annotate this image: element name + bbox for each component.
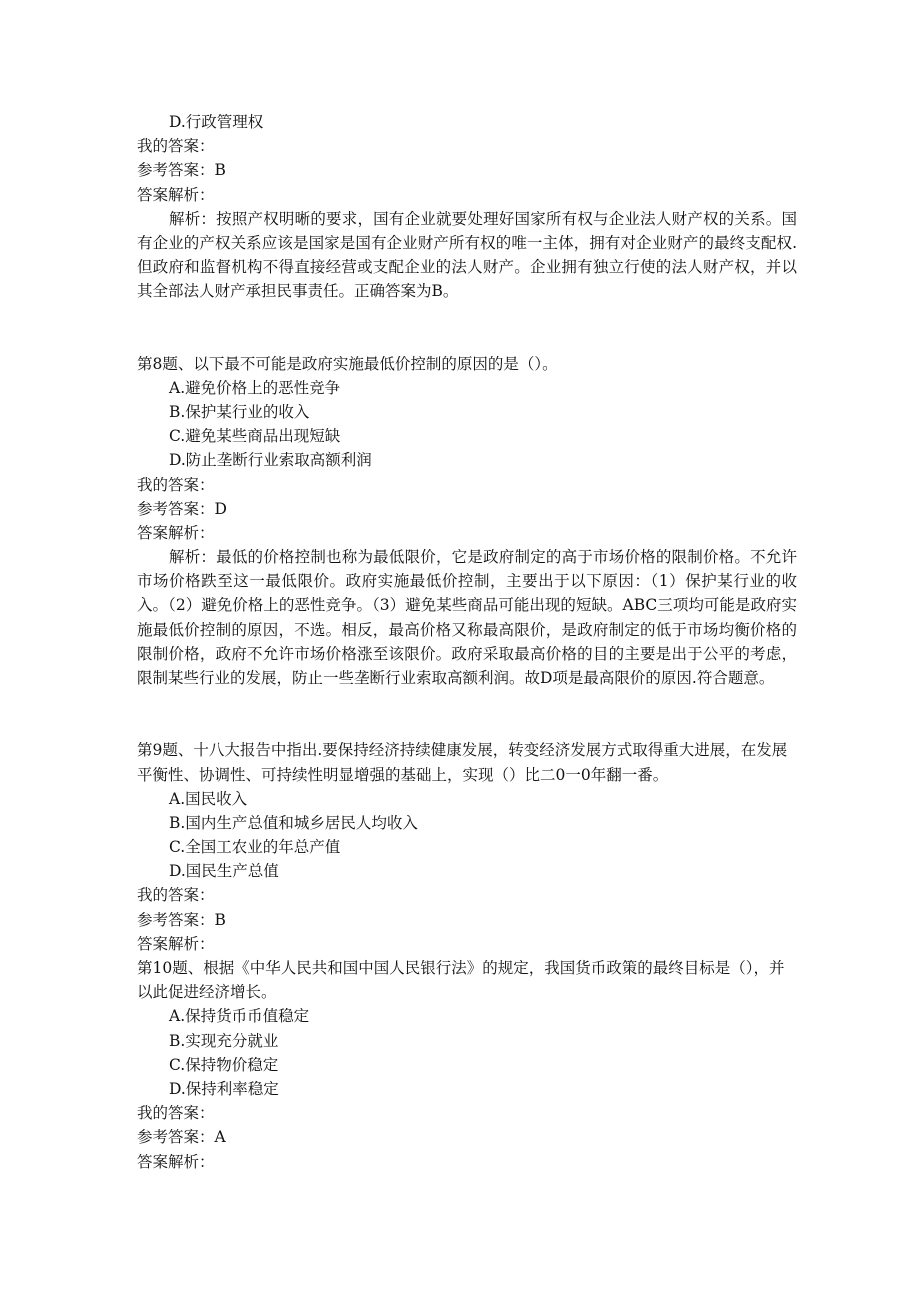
- q9-analysis-label: 答案解析：: [137, 934, 215, 953]
- q10-analysis-label: 答案解析：: [137, 1152, 215, 1171]
- q9-option-a: A.国民收入: [169, 789, 248, 808]
- q8-analysis-label: 答案解析：: [137, 523, 215, 542]
- q8-analysis: 解析：最低的价格控制也称为最低限价，它是政府制定的高于市场价格的限制价格。不允许市场价格跌至这一最低限价。政府实施最低价控制，主要出于以下原因：（1）保护某行业的收入。（2）避免价格上的恶性竞争。（3）避免某些商品可能出现的短缺。ABC三项均可能是政府实施最低价控制的原因，不选。相反，最高价格又称最高限价，是政府制定的低于市场均衡价格的限制价格，政府不允许市场价格涨至该限价。政府采取最高价格的目的主要是出于公平的考虑，限制某些行业的发展，防止一些垄断行业索取高额利润。故D项是最高限价的原因.符合题意。: [137, 548, 797, 688]
- q10-title: 第10题、根据《中华人民共和国中国人民银行法》的规定，我国货币政策的最终目标是（），并以此促进经济增长。: [137, 959, 785, 1002]
- q7-analysis: 解析：按照产权明晰的要求，国有企业就要处理好国家所有权与企业法人财产权的关系。国有企业的产权关系应该是国家是国有企业财产所有权的唯一主体，拥有对企业财产的最终支配权.但政府和监督机构不得直接经营或支配企业的法人财产。企业拥有独立行使的法人财产权，并以其全部法人财产承担民事责任。正确答案为B。: [137, 209, 797, 301]
- q7-my-answer: 我的答案：: [137, 137, 215, 156]
- document-page: [137, 110, 797, 1174]
- q8-my-answer: 我的答案：: [137, 475, 215, 494]
- q7-analysis-label: 答案解析：: [137, 185, 215, 204]
- q8-title: 第8题、以下最不可能是政府实施最低价控制的原因的是（）。: [137, 354, 558, 373]
- q8-reference-answer: 参考答案：D: [137, 499, 227, 518]
- q7-option-d: D.行政管理权: [169, 113, 264, 131]
- q9-option-b: B.国内生产总值和城乡居民人均收入: [169, 813, 418, 832]
- q10-option-d: D.保持利率稳定: [169, 1079, 279, 1098]
- spacer: [137, 690, 797, 738]
- q9-my-answer: 我的答案：: [137, 886, 215, 905]
- q8-option-d: D.防止垄断行业索取高额利润: [169, 451, 372, 470]
- q10-option-b: B.实现充分就业: [169, 1031, 279, 1050]
- q9-option-d: D.国民生产总值: [169, 862, 279, 881]
- q8-option-b: B.保护某行业的收入: [169, 402, 310, 421]
- q9-reference-answer: 参考答案：B: [137, 910, 226, 929]
- spacer: [137, 304, 797, 352]
- q10-my-answer: 我的答案：: [137, 1104, 215, 1123]
- q10-reference-answer: 参考答案：A: [137, 1128, 226, 1147]
- q8-option-a: A.避免价格上的恶性竞争: [169, 378, 341, 397]
- q10-option-a: A.保持货币币值稳定: [169, 1007, 310, 1026]
- q8-option-c: C.避免某些商品出现短缺: [169, 427, 341, 446]
- q10-option-c: C.保持物价稳定: [169, 1055, 279, 1074]
- q7-reference-answer: 参考答案：B: [137, 161, 226, 180]
- q9-title: 第9题、十八大报告中指出.要保持经济持续健康发展，转变经济发展方式取得重大进展，在发展平衡性、协调性、可持续性明显增强的基础上，实现（）比二0一0年翻一番。: [137, 741, 788, 784]
- q9-option-c: C.全国工农业的年总产值: [169, 838, 341, 857]
